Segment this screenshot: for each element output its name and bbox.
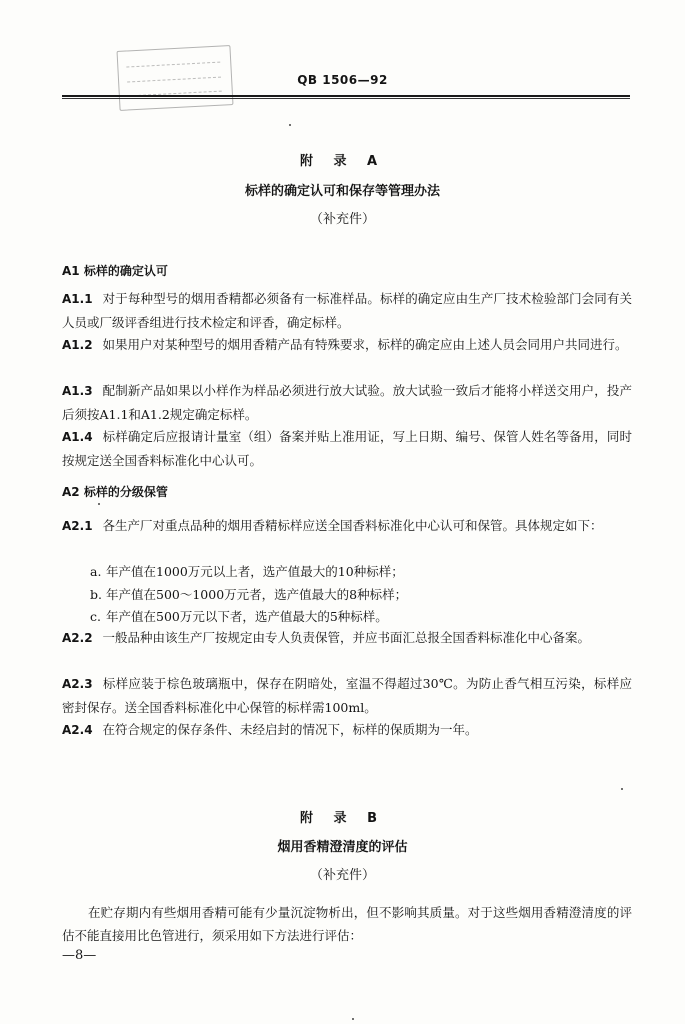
clause-text: 配制新产品如果以小样作为样品必须进行放大试验。放大试验一致后才能将小样送交用户，投产后须按A1.1和A1.2规定确定标样。 xyxy=(62,383,632,422)
header-rule xyxy=(62,95,630,97)
clause-text: 对于每种型号的烟用香精都必须备有一标准样品。标样的确定应由生产厂技术检验部门会同有关人员或厂级评香组进行技术检定和评香，确定标样。 xyxy=(62,291,632,330)
clause-label: A2.3 xyxy=(62,677,93,691)
clause-label: A1.3 xyxy=(62,384,93,398)
paragraph-a1-3 xyxy=(62,379,632,426)
appendix-b-supplement: （补充件） xyxy=(309,868,375,883)
list-item-a xyxy=(90,562,404,580)
list-marker: b. xyxy=(90,587,102,602)
appendix-b-title: 附 录 B xyxy=(300,811,385,826)
page-number: —8— xyxy=(62,948,97,963)
section-a1-heading: A1 标样的确定认可 xyxy=(62,264,168,278)
clause-label: A1.2 xyxy=(62,338,93,352)
clause-text: 标样确定后应报请计量室（组）备案并贴上准用证，写上日期、编号、保管人姓名等备用，同时按规定送全国香料标准化中心认可。 xyxy=(62,429,632,468)
list-marker: a. xyxy=(90,564,102,579)
clause-label: A2.4 xyxy=(62,723,93,737)
clause-label: A2.2 xyxy=(62,631,93,645)
standard-code: QB 1506—92 xyxy=(297,73,388,87)
list-marker: c. xyxy=(90,609,101,624)
scan-speck xyxy=(289,124,291,126)
scan-speck xyxy=(98,503,100,505)
clause-label: A2.1 xyxy=(62,519,93,533)
paragraph-a1-2 xyxy=(62,333,632,357)
clause-text: 标样应装于棕色玻璃瓶中，保存在阴暗处，室温不得超过30℃。为防止香气相互污染，标样应密封保存。送全国香料标准化中心保管的标样需100ml。 xyxy=(62,676,632,715)
list-text: 年产值在1000万元以上者，选产值最大的10种标样； xyxy=(106,564,404,579)
paragraph-a2-4 xyxy=(62,718,632,742)
paragraph-a2-3 xyxy=(62,672,632,719)
clause-label: A1.1 xyxy=(62,292,93,306)
clause-text: 如果用户对某种型号的烟用香精产品有特殊要求，标样的确定应由上述人员会同用户共同进行。 xyxy=(102,337,628,352)
scan-speck xyxy=(352,1018,354,1020)
clause-text: 在符合规定的保存条件、未经启封的情况下，标样的保质期为一年。 xyxy=(102,722,478,737)
paragraph-a1-4 xyxy=(62,425,632,472)
scan-speck xyxy=(621,788,623,790)
list-item-b xyxy=(90,585,407,603)
clause-label: A1.4 xyxy=(62,430,93,444)
appendix-b-subtitle: 烟用香精澄清度的评估 xyxy=(277,840,408,855)
paragraph-a1-1 xyxy=(62,287,632,334)
appendix-b-intro: 在贮存期内有些烟用香精可能有少量沉淀物析出，但不影响其质量。对于这些烟用香精澄清度的评估不能直接用比色管进行，须采用如下方法进行评估： xyxy=(62,905,632,943)
paragraph-a2-2 xyxy=(62,626,632,650)
appendix-a-subtitle: 标样的确定认可和保存等管理办法 xyxy=(244,184,440,199)
list-text: 年产值在500～1000万元者，选产值最大的8种标样； xyxy=(106,587,408,602)
section-a2-heading: A2 标样的分级保管 xyxy=(62,485,168,499)
clause-text: 各生产厂对重点品种的烟用香精标样应送全国香料标准化中心认可和保管。具体规定如下： xyxy=(102,518,603,533)
appendix-a-supplement: （补充件） xyxy=(309,212,375,227)
list-text: 年产值在500万元以下者，选产值最大的5种标样。 xyxy=(106,609,388,624)
paragraph-a2-1 xyxy=(62,514,632,538)
list-item-c xyxy=(90,607,388,625)
clause-text: 一般品种由该生产厂按规定由专人负责保管，并应书面汇总报全国香料标准化中心备案。 xyxy=(102,630,591,645)
header-rule-thin xyxy=(62,98,630,99)
appendix-a-title: 附 录 A xyxy=(299,154,386,169)
